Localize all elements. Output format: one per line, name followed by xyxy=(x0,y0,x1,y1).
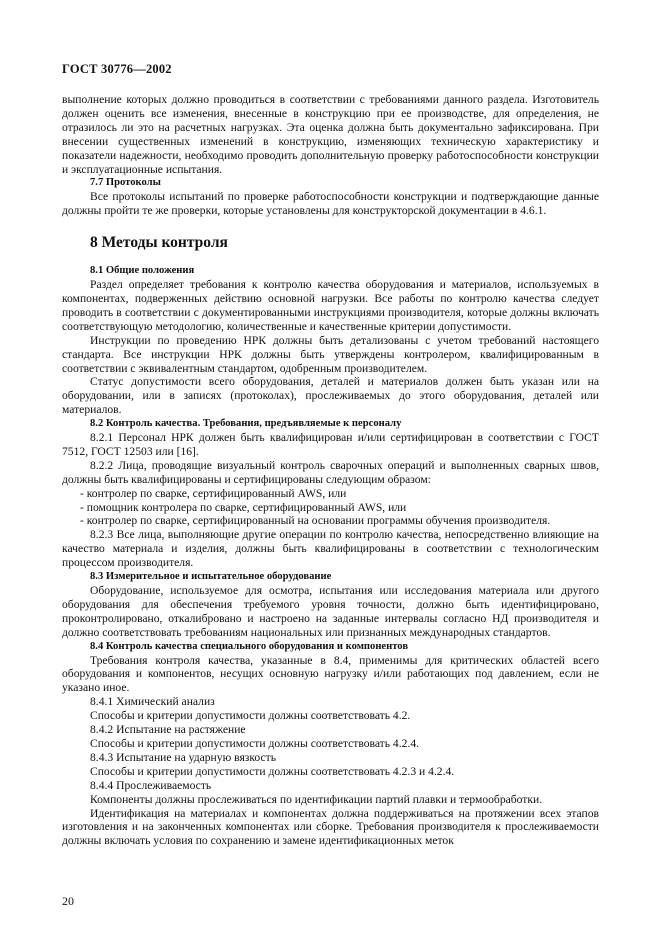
paragraph: Способы и критерии допустимости должны соответствовать 4.2.3 и 4.2.4. xyxy=(90,764,455,778)
paragraph: Раздел определяет требования к контролю качества оборудования и материалов, используемых в компонентах, подверженных действию основной нагрузки. Все работы по контролю качества следует проводить в соответствии с документированными инструкциями производителя, которые должны включать соответствующую методологию, количественные и качественные критерии допустимости. xyxy=(62,278,599,333)
paragraph: Статус допустимости всего оборудования, деталей и материалов должен быть указан или на оборудовании, или в записях (протоколах), прослеживаемых до этого оборудования, деталей или материалов. xyxy=(62,375,599,417)
paragraph: 8.4.2 Испытание на растяжение xyxy=(90,723,246,737)
section-title: 8 Методы контроля xyxy=(90,234,228,252)
paragraph: Инструкции по проведению НРК должны быть детализованы с учетом требований настоящего стандарта. Все инструкции НРК должны быть утверждены контролером, квалифицированным в соответствии с эквивалентным стандартом, одобренным производителем. xyxy=(62,333,599,375)
paragraph: Способы и критерии допустимости должны соответствовать 4.2. xyxy=(90,709,411,723)
paragraph: выполнение которых должно проводиться в соответствии с требованиями данного раздела. Изготовитель должен оценить все изменения, внесенные в конструкцию при ее производстве, для определения, не отразилось ли это на расчетных нагрузках. Эта оценка должна быть документально зафиксирована. При внесении существенных изменений в конструкцию, изменяющих техническую характеристику и показатели надежности, необходимо проводить дополнительную проверку работоспособности конструкции и эксплуатационные испытания. xyxy=(62,93,599,176)
paragraph: Оборудование, используемое для осмотра, испытания или исследования материала или другого оборудования для обеспечения требуемого уровня точности, должно быть идентифицировано, проконтролировано, откалибровано и настроено на заданные интервалы согласно НД производителя и должно соответствовать требованиям национальных или признанных международных стандартов. xyxy=(62,584,599,639)
list-item: - контролер по сварке, сертифицированный на основании программы обучения производителя. xyxy=(80,514,551,528)
page-number: 20 xyxy=(62,894,74,908)
subsection-heading: 7.7 Протоколы xyxy=(90,177,161,189)
subsection-heading: 8.3 Измерительное и испытательное оборудование xyxy=(90,571,332,583)
paragraph: 8.4.4 Прослеживаемость xyxy=(90,778,212,792)
paragraph: 8.4.3 Испытание на ударную вязкость xyxy=(90,750,276,764)
list-item: - помощник контролера по сварке, сертифицированный AWS, или xyxy=(80,500,407,514)
list-item: - контролер по сварке, сертифицированный AWS, или xyxy=(80,486,347,500)
main-text-block xyxy=(62,264,599,848)
paragraph: Требования контроля качества, указанные в 8.4, применимы для критических областей всего оборудования и компонентов, несущих основную нагрузку и/или работающих под давлением, если не указано иное. xyxy=(62,653,599,695)
paragraph: 8.4.1 Химический анализ xyxy=(90,695,215,709)
paragraph: Все протоколы испытаний по проверке работоспособности конструкции и подтверждающие данные должны пройти те же проверки, которые установлены для конструкторской документации в 4.6.1. xyxy=(62,190,599,218)
subsection-heading: 8.1 Общие положения xyxy=(90,265,195,277)
paragraph: 8.2.1 Персонал НРК должен быть квалифицирован и/или сертифицирован в соответствии с ГОСТ 7512, ГОСТ 12503 или [16]. xyxy=(62,431,599,458)
paragraph: 8.2.3 Все лица, выполняющие другие операции по контролю качества, непосредственно влияющие на качество материала и изделия, должны быть квалифицированы в соответствии с технологическим процессом производителя. xyxy=(62,528,599,570)
running-head: ГОСТ 30776—2002 xyxy=(62,62,172,76)
paragraph: Идентификация на материалах и компонентах должна поддерживаться на протяжении всех этапов изготовления и на законченных компонентах или сборке. Требования производителя к прослеживаемости должны включать условия по сохранению и замене идентификационных меток xyxy=(62,806,599,848)
subsection-heading: 8.4 Контроль качества специального оборудования и компонентов xyxy=(90,640,409,652)
paragraph: Компоненты должны прослеживаться по идентификации партий плавки и термообработки. xyxy=(90,792,543,806)
document-page xyxy=(62,62,599,848)
paragraph: 8.2.2 Лица, проводящие визуальный контроль сварочных операций и выполненных сварных швов, должны быть квалифицированы и сертифицированы следующим образом: xyxy=(62,458,599,486)
subsection-heading: 8.2 Контроль качества. Требования, предъявляемые к персоналу xyxy=(90,418,402,430)
paragraph: Способы и критерии допустимости должны соответствовать 4.2.4. xyxy=(90,736,420,750)
top-text-block xyxy=(62,93,599,218)
